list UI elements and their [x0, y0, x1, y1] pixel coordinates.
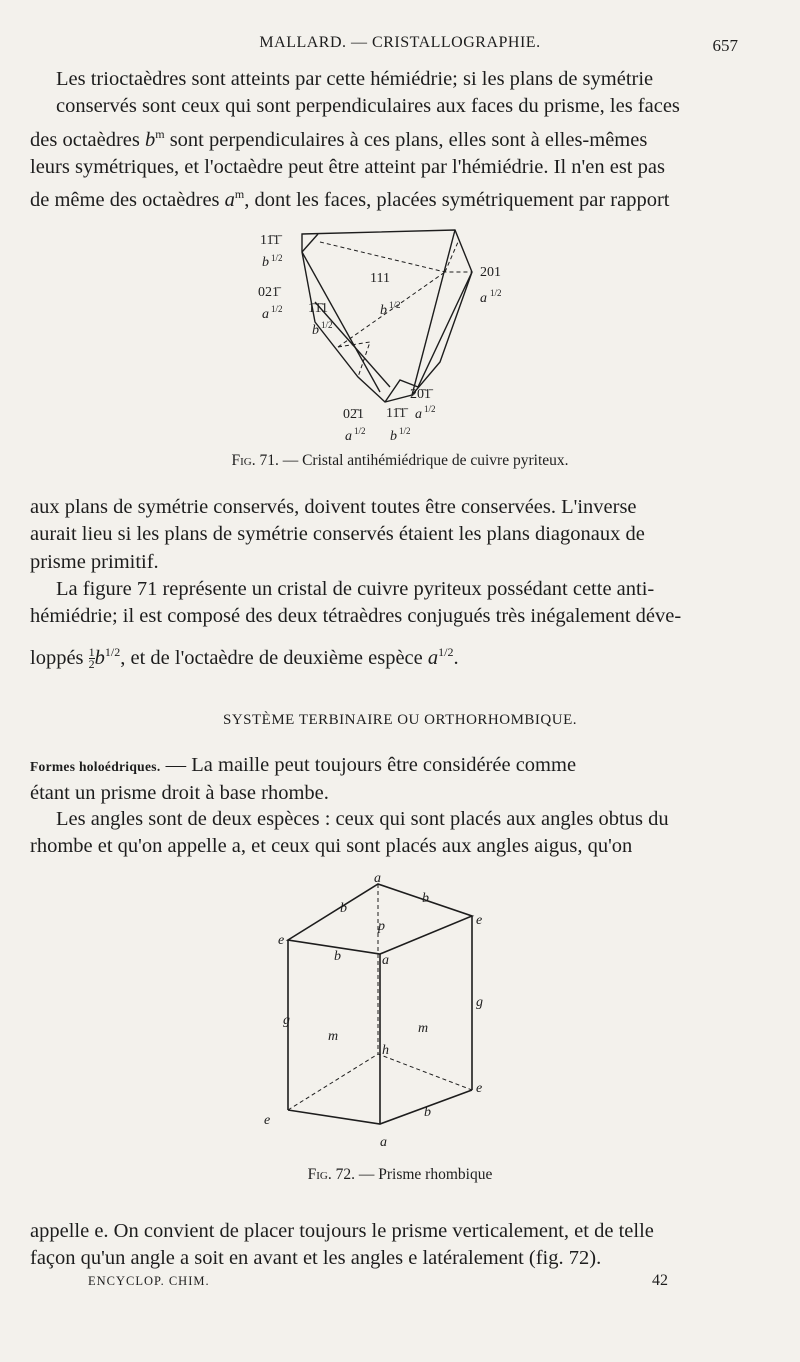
fig71-label: b: [380, 303, 387, 318]
fig72-label: e: [476, 913, 483, 928]
para2-line2: aurait lieu si les plans de symétrie conservés étaient les plans diagonaux de: [30, 523, 645, 546]
fig71-label: b: [312, 323, 319, 338]
para2-line3: prisme primitif.: [30, 550, 159, 573]
page-number: 657: [712, 36, 738, 55]
para3-line2: hémiédrie; il est composé des deux tétraèdres conjugués très inégalement déve-: [30, 605, 682, 628]
fig71-label: 20̄1̄: [410, 387, 431, 402]
fig72-label: a: [374, 872, 381, 886]
symbol-b: b: [94, 646, 105, 669]
para1-line5-end: , dont les faces, placées symétriquement par rapport: [244, 188, 670, 211]
fig71-number: Fig. 71.: [231, 452, 279, 469]
fig71-label: 1/2: [354, 426, 366, 436]
para3-line3-middle: , et de l'octaèdre de deuxième espèce: [120, 646, 428, 669]
para1-line3-start: des octaèdres: [30, 128, 145, 151]
subheading: Formes holoédriques.: [30, 759, 161, 774]
symbol-a: a: [224, 188, 235, 211]
page-footer: [88, 1274, 688, 1289]
para1-line4: leurs symétriques, et l'octaèdre peut être atteint par l'hémiédrie. Il n'en est pas: [30, 155, 665, 178]
para4-line1: [30, 752, 736, 780]
fig72-label: b: [340, 901, 347, 916]
fig71-label: 201: [480, 265, 501, 280]
paragraph-3: [30, 576, 736, 672]
fig71-edge: [302, 252, 380, 392]
paragraph-5: [30, 806, 736, 861]
para1-line3-end: sont perpendiculaires à ces plans, elles sont à elles-mêmes: [164, 128, 648, 151]
fig72-label: p: [378, 919, 385, 934]
fig71-edge: [418, 272, 472, 387]
fig72-label: m: [328, 1029, 339, 1044]
fig71-label: 1/2: [424, 404, 436, 414]
para3-line3-start: loppés: [30, 646, 89, 669]
fig71-label: 1/2: [271, 253, 283, 263]
fig71-hidden-edge: [445, 242, 458, 272]
fig72-label: b: [424, 1105, 431, 1120]
exponent-m: m: [234, 187, 245, 202]
para1-line1: Les trioctaèdres sont atteints par cette hémiédrie; si les plans de symétrie: [56, 68, 654, 90]
fig72-label: b: [422, 891, 429, 906]
fig71-label: a: [345, 429, 352, 444]
figure-72-rhombic-prism: [250, 872, 510, 1162]
exponent-half: 1/2: [104, 644, 121, 659]
fig71-label: 021̄: [258, 285, 279, 300]
para5-line2: rhombe et qu'on appelle a, et ceux qui sont placés aux angles aigus, qu'on: [30, 835, 633, 858]
fig72-label: g: [283, 1013, 290, 1028]
fig71-label: 111: [370, 271, 390, 286]
paragraph-6: [30, 1218, 736, 1273]
para1-line5-start: de même des octaèdres: [30, 188, 225, 211]
running-title: MALLARD. — CRISTALLOGRAPHIE.: [259, 34, 541, 51]
para1-line3: [30, 121, 736, 154]
fig72-label: e: [264, 1113, 271, 1128]
fig71-label: a: [480, 291, 487, 306]
fig72-number: Fig. 72.: [307, 1166, 355, 1183]
para5-line1: Les angles sont de deux espèces : ceux qui sont placés aux angles obtus du: [56, 808, 669, 830]
fig71-label: 1̄1̄1: [308, 301, 328, 316]
exponent-half: 1/2: [438, 644, 454, 659]
fig72-label: h: [382, 1043, 389, 1058]
figure-71-caption: [0, 452, 800, 470]
figure-71-crystal: [240, 212, 540, 450]
fig72-label: a: [382, 953, 389, 968]
fig71-label: 1/2: [389, 300, 401, 310]
fig72-label: g: [476, 995, 483, 1010]
fig72-label: e: [278, 933, 285, 948]
para6-line2: façon qu'un angle a soit en avant et les angles e latéralement (fig. 72).: [30, 1247, 602, 1270]
para3-line3: [30, 639, 736, 672]
fig71-label: 02̄1: [343, 407, 364, 422]
exponent-m: m: [155, 126, 165, 141]
fig71-hidden-edge: [320, 242, 472, 272]
running-header: [0, 34, 800, 58]
para4-line2: étant un prisme droit à base rhombe.: [30, 782, 329, 805]
fig71-edge: [302, 234, 318, 252]
fig72-caption-text: — Prisme rhombique: [358, 1166, 493, 1183]
symbol-b: b: [144, 128, 156, 151]
fig71-label: 11̄1̄: [386, 406, 406, 421]
para6-line1: appelle e. On convient de placer toujours le prisme verticalement, et de telle: [30, 1220, 654, 1242]
footer-signature-text: ENCYCLOP. CHIM.: [88, 1274, 210, 1288]
symbol-a: a: [427, 646, 439, 669]
fraction-numerator: 1: [88, 645, 95, 660]
para1-line5: [30, 181, 736, 214]
fig72-label: a: [380, 1135, 387, 1150]
signature-mark: 42: [652, 1272, 668, 1289]
fig71-label: b: [390, 429, 397, 444]
fig71-label: b: [262, 255, 269, 270]
fig72-label: b: [334, 949, 341, 964]
fig71-label: 1/2: [399, 426, 411, 436]
fig71-label: 1/2: [321, 320, 333, 330]
para4-line1-text: — La maille peut toujours être considérée comme: [160, 754, 577, 776]
fig71-label: a: [415, 407, 422, 422]
paragraph-2: [30, 494, 736, 576]
section-title: SYSTÈME TERBINAIRE OU ORTHORHOMBIQUE.: [223, 712, 577, 728]
paragraph-1: [30, 66, 736, 214]
fig71-label: a: [262, 307, 269, 322]
para1-line2: conservés sont ceux qui sont perpendiculaires aux faces du prisme, les faces: [56, 95, 680, 118]
para3-line1: La figure 71 représente un cristal de cuivre pyriteux possédant cette anti-: [56, 578, 655, 600]
fig71-label: 1/2: [271, 304, 283, 314]
fig72-label: m: [418, 1021, 429, 1036]
fig71-caption-text: — Cristal antihémiédrique de cuivre pyriteux.: [282, 452, 569, 469]
para2-line1: aux plans de symétrie conservés, doivent toutes être conservées. L'inverse: [30, 496, 637, 518]
fig71-label: 1/2: [490, 288, 502, 298]
fraction-denominator: 2: [88, 657, 95, 672]
para3-line3-end: .: [453, 646, 459, 669]
paragraph-4: [30, 752, 736, 808]
figure-72-caption: [0, 1166, 800, 1184]
fig72-label: e: [476, 1081, 483, 1096]
fig71-label: 11̄1̄: [260, 233, 280, 248]
